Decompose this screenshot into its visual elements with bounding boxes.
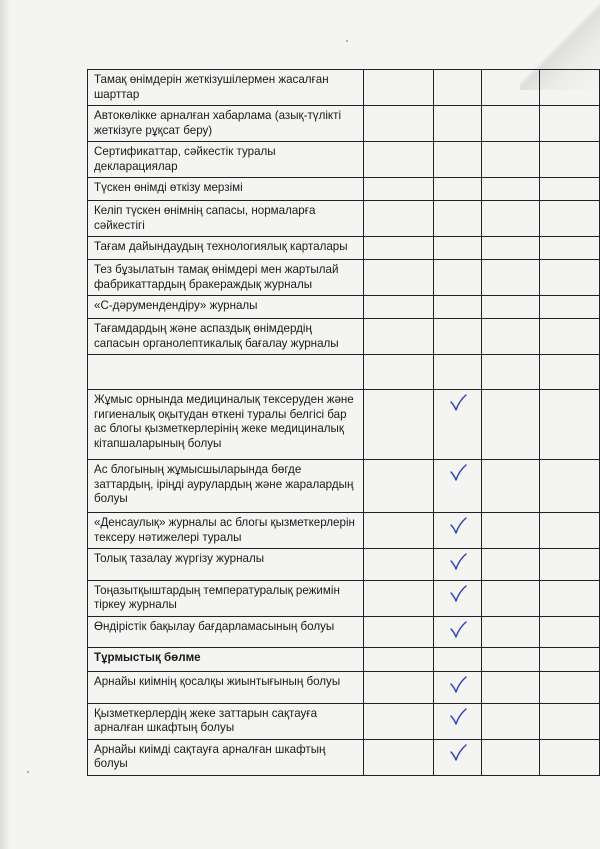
mark-cell — [482, 513, 540, 549]
handwritten-check-icon — [448, 552, 468, 572]
mark-cell — [540, 648, 600, 672]
mark-cell-yes — [434, 672, 482, 704]
mark-cell — [482, 460, 540, 513]
mark-cell — [540, 703, 600, 739]
checklist-row — [88, 355, 600, 390]
requirement-label: Тез бұзылатын тамақ өнімдері мен жартылай фабрикаттардың бракераждық журналы — [88, 260, 364, 296]
mark-cell-yes — [434, 178, 482, 201]
scan-speck — [27, 771, 29, 773]
checklist-row — [88, 319, 600, 355]
requirement-label: Арнайы киімнің қосалқы жиынтығының болуы — [88, 672, 364, 704]
section-title: Тұрмыстық бөлме — [88, 648, 364, 672]
requirement-label: Қызметкерлердің жеке заттарын сақтауға арналған шкафтың болуы — [88, 703, 364, 739]
checklist-row — [88, 703, 600, 739]
mark-cell — [364, 355, 434, 390]
mark-cell — [482, 549, 540, 581]
mark-cell — [482, 672, 540, 704]
mark-cell — [482, 106, 540, 142]
checklist-row — [88, 260, 600, 296]
checklist-row — [88, 201, 600, 237]
checklist-row — [88, 460, 600, 513]
mark-cell — [540, 460, 600, 513]
requirement-label: Тағам дайындаудың технологиялық карталары — [88, 237, 364, 260]
mark-cell-yes — [434, 616, 482, 648]
mark-cell — [540, 296, 600, 319]
mark-cell — [364, 580, 434, 616]
requirement-label: «С-дәрумендендіру» журналы — [88, 296, 364, 319]
mark-cell — [364, 672, 434, 704]
handwritten-check-icon — [448, 393, 468, 413]
handwritten-check-icon — [448, 675, 468, 695]
mark-cell — [482, 296, 540, 319]
mark-cell-yes — [434, 237, 482, 260]
handwritten-check-icon — [448, 463, 468, 483]
mark-cell — [482, 616, 540, 648]
mark-cell — [540, 260, 600, 296]
mark-cell — [540, 616, 600, 648]
mark-cell-yes — [434, 201, 482, 237]
mark-cell — [482, 201, 540, 237]
mark-cell — [364, 237, 434, 260]
mark-cell — [482, 648, 540, 672]
mark-cell — [364, 70, 434, 106]
mark-cell-yes — [434, 106, 482, 142]
requirement-label: «Денсаулық» журналы ас блогы қызметкерлерін тексеру нәтижелері туралы — [88, 513, 364, 549]
mark-cell — [482, 580, 540, 616]
checklist-body — [88, 70, 600, 776]
mark-cell — [364, 513, 434, 549]
mark-cell — [540, 319, 600, 355]
mark-cell — [540, 237, 600, 260]
mark-cell-yes — [434, 142, 482, 178]
mark-cell — [540, 355, 600, 390]
mark-cell — [540, 106, 600, 142]
handwritten-check-icon — [448, 620, 468, 640]
mark-cell-yes — [434, 549, 482, 581]
mark-cell-yes — [434, 390, 482, 460]
mark-cell — [540, 390, 600, 460]
section-row — [88, 648, 600, 672]
requirement-label: Тамақ өнімдерін жеткізушілермен жасалған шарттар — [88, 70, 364, 106]
mark-cell — [540, 142, 600, 178]
mark-cell-yes — [434, 703, 482, 739]
requirement-label: Автокөлікке арналған хабарлама (азық-түлікті жеткізуге рұқсат беру) — [88, 106, 364, 142]
requirement-label: Түскен өнімді өткізу мерзімі — [88, 178, 364, 201]
mark-cell-yes — [434, 460, 482, 513]
checklist-row — [88, 142, 600, 178]
mark-cell — [364, 739, 434, 775]
mark-cell — [364, 178, 434, 201]
scan-speck — [346, 40, 348, 42]
handwritten-check-icon — [448, 516, 468, 536]
mark-cell — [364, 390, 434, 460]
requirement-label: Өндірістік бақылау бағдарламасының болуы — [88, 616, 364, 648]
requirement-label — [88, 355, 364, 390]
checklist-row — [88, 739, 600, 775]
handwritten-check-icon — [448, 707, 468, 727]
mark-cell — [364, 106, 434, 142]
mark-cell — [540, 201, 600, 237]
requirement-label: Толық тазалау жүргізу журналы — [88, 549, 364, 581]
checklist-row — [88, 616, 600, 648]
mark-cell — [482, 319, 540, 355]
mark-cell-yes — [434, 319, 482, 355]
mark-cell — [364, 142, 434, 178]
mark-cell — [540, 580, 600, 616]
mark-cell — [364, 260, 434, 296]
handwritten-check-icon — [448, 743, 468, 763]
requirement-label: Арнайы киімді сақтауға арналған шкафтың болуы — [88, 739, 364, 775]
requirement-label: Ас блогының жұмысшыларында бөгде заттардың, іріңді аурулардың және жаралардың болуы — [88, 460, 364, 513]
mark-cell — [482, 237, 540, 260]
mark-cell-yes — [434, 580, 482, 616]
requirement-label: Сертификаттар, сәйкестік туралы декларациялар — [88, 142, 364, 178]
checklist-row — [88, 390, 600, 460]
mark-cell — [540, 70, 600, 106]
mark-cell — [540, 739, 600, 775]
mark-cell — [482, 355, 540, 390]
checklist-row — [88, 580, 600, 616]
mark-cell — [364, 616, 434, 648]
mark-cell-yes — [434, 648, 482, 672]
mark-cell — [482, 390, 540, 460]
mark-cell — [364, 703, 434, 739]
checklist-row — [88, 672, 600, 704]
checklist-table — [87, 69, 600, 776]
mark-cell — [364, 201, 434, 237]
checklist-row — [88, 513, 600, 549]
mark-cell — [482, 70, 540, 106]
mark-cell — [540, 178, 600, 201]
checklist-row — [88, 178, 600, 201]
requirement-label: Келіп түскен өнімнің сапасы, нормаларға сәйкестігі — [88, 201, 364, 237]
mark-cell — [540, 549, 600, 581]
mark-cell-yes — [434, 70, 482, 106]
scan-edge-shadow — [0, 0, 10, 849]
requirement-label: Жұмыс орнында медициналық тексеруден және гигиеналық оқытудан өткені туралы белгісі бар ас блогы қызметкерлерінің жеке медициналық кітапшаларының болуы — [88, 390, 364, 460]
mark-cell — [364, 648, 434, 672]
handwritten-check-icon — [448, 584, 468, 604]
mark-cell — [364, 460, 434, 513]
mark-cell-yes — [434, 513, 482, 549]
requirement-label: Тоңазытқыштардың температуралық режимін тіркеу журналы — [88, 580, 364, 616]
mark-cell — [364, 549, 434, 581]
mark-cell — [482, 142, 540, 178]
checklist-row — [88, 549, 600, 581]
mark-cell — [364, 319, 434, 355]
checklist-row — [88, 296, 600, 319]
mark-cell-yes — [434, 296, 482, 319]
mark-cell-yes — [434, 739, 482, 775]
mark-cell — [482, 703, 540, 739]
mark-cell — [482, 739, 540, 775]
mark-cell — [540, 672, 600, 704]
checklist-row — [88, 106, 600, 142]
mark-cell — [482, 178, 540, 201]
mark-cell-yes — [434, 260, 482, 296]
checklist-row — [88, 237, 600, 260]
requirement-label: Тағамдардың және аспаздық өнімдердің сапасын органолептикалық бағалау журналы — [88, 319, 364, 355]
mark-cell — [540, 513, 600, 549]
mark-cell — [482, 260, 540, 296]
mark-cell — [364, 296, 434, 319]
mark-cell-yes — [434, 355, 482, 390]
checklist-row — [88, 70, 600, 106]
